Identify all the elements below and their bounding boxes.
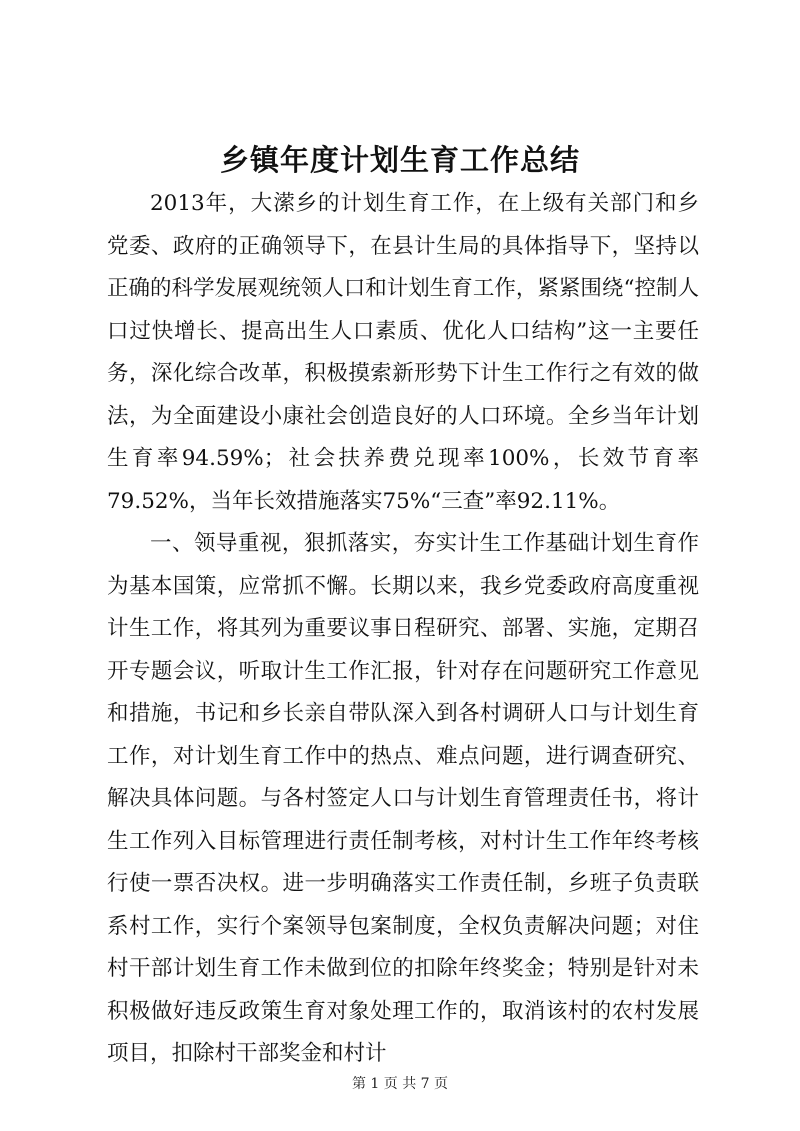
page-number-footer: 第 1 页 共 7 页 bbox=[351, 1076, 449, 1092]
paragraph-section-one: 一、领导重视，狠抓落实，夯实计生工作基础计划生育作为基本国策，应常抓不懈。长期以来，我乡党委政府高度重视计生工作，将其列为重要议事日程研究、部署、实施，定期召开专题会议，听取计生工作汇报，针对存在问题研究工作意见和措施，书记和乡长亲自带队深入到各村调研人口与计划生育工作，对计划生育工作中的热点、难点问题，进行调查研究、解决具体问题。与各村签定人口与计划生育管理责任书，将计生工作列入目标管理进行责任制考核，对村计生工作年终考核行使一票否决权。进一步明确落实工作责任制，乡班子负责联系村工作，实行个案领导包案制度，全权负责解决问题；对住村干部计划生育工作未做到位的扣除年终奖金；特别是针对未积极做好违反政策生育对象处理工作的，取消该村的农村发展项目，扣除村干部奖金和村计 bbox=[107, 531, 699, 1066]
document-title: 乡镇年度计划生育工作总结 bbox=[219, 143, 580, 177]
paragraph-intro: 2013年，大潆乡的计划生育工作，在上级有关部门和乡党委、政府的正确领导下，在县计生局的具体指导下，坚持以正确的科学发展观统领人口和计划生育工作，紧紧围绕“控制人口过快增长、提高出生人口素质、优化人口结构”这一主要任务，深化综合改革，积极摸索新形势下计生工作行之有效的做法，为全面建设小康社会创造良好的人口环境。全乡当年计划生育率94.59%；社会扶养费兑现率100%，长效节育率79.52%，当年长效措施落实75%“三查”率92.11%。 bbox=[107, 191, 699, 514]
document-body bbox=[107, 183, 699, 1076]
